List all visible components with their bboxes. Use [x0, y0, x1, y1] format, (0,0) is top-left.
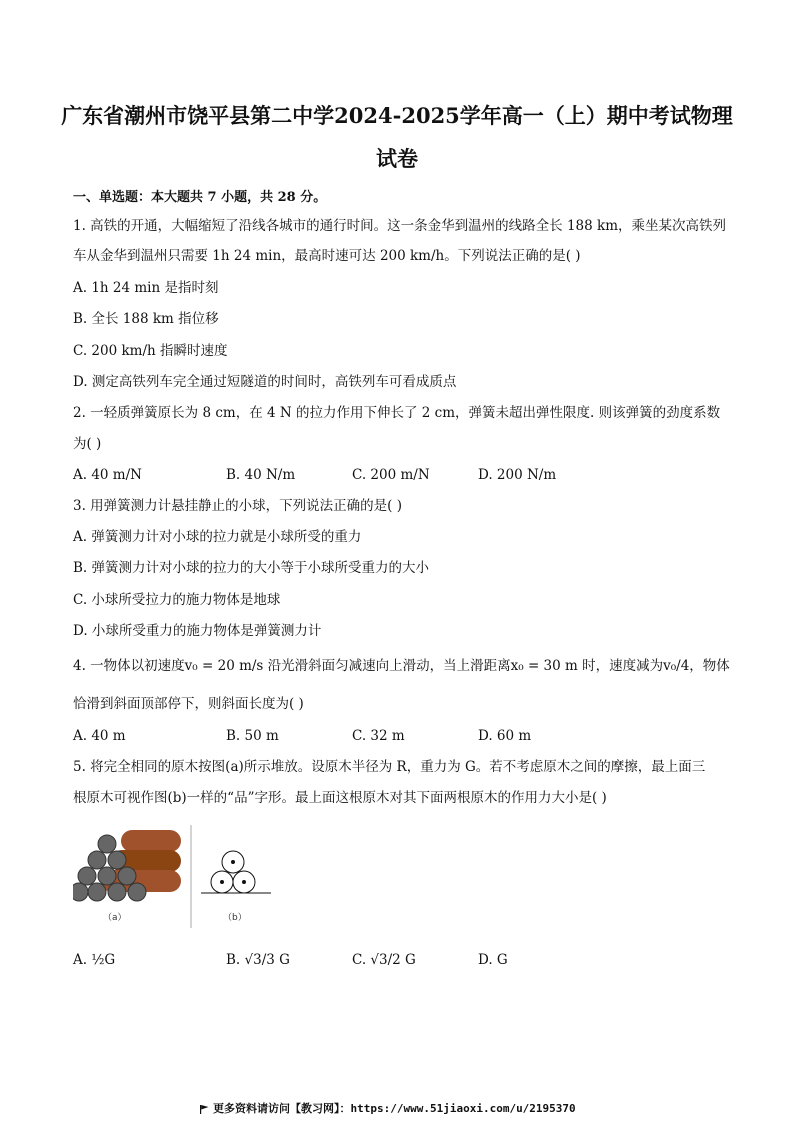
- q3-option-d: D. 小球所受重力的施力物体是弹簧测力计: [73, 623, 322, 639]
- question-5-line-2: 根原木可视作图(b)一样的“品”字形。最上面这根原木对其下面两根原木的作用力大小是( ): [73, 790, 607, 806]
- q2-option-c: C. 200 m/N: [352, 467, 430, 483]
- q5-option-b: B. √3/3 G: [226, 952, 290, 968]
- section-heading: 一、单选题：本大题共 7 小题，共 28 分。: [73, 190, 327, 205]
- q1-option-c: C. 200 km/h 指瞬时速度: [73, 343, 228, 359]
- q3-option-c: C. 小球所受拉力的施力物体是地球: [73, 592, 281, 608]
- footer-link[interactable]: [200, 1100, 576, 1116]
- question-1-line-1: 1. 高铁的开通，大幅缩短了沿线各城市的通行时间。这一条金华到温州的线路全长 188 km，乘坐某次高铁列: [73, 218, 727, 234]
- question-4-line-1: 4. 一物体以初速度v₀ = 20 m/s 沿光滑斜面匀减速向上滑动，当上滑距离x₀ = 30 m 时，速度减为v₀/4，物体: [73, 658, 730, 674]
- q2-option-a: A. 40 m/N: [73, 467, 142, 483]
- question-3-line-1: 3. 用弹簧测力计悬挂静止的小球，下列说法正确的是( ): [73, 498, 402, 514]
- q2-option-d: D. 200 N/m: [478, 467, 557, 483]
- flag-icon: [200, 1105, 209, 1114]
- figure-a-label: （a）: [103, 913, 127, 923]
- question-5-line-1: 5. 将完全相同的原木按图(a)所示堆放。设原木半径为 R，重力为 G。若不考虑原木之间的摩擦，最上面三: [73, 759, 706, 775]
- q4-option-b: B. 50 m: [226, 728, 279, 744]
- q5-option-a: A. ½G: [73, 952, 116, 968]
- footer-text[interactable]: 更多资料请访问【教习网】：https://www.51jiaoxi.com/u/2195370: [213, 1102, 576, 1115]
- q4-option-d: D. 60 m: [478, 728, 532, 744]
- question-4-line-2: 恰滑到斜面顶部停下，则斜面长度为( ): [73, 696, 304, 712]
- q4-option-a: A. 40 m: [73, 728, 126, 744]
- q4-option-c: C. 32 m: [352, 728, 405, 744]
- q2-option-b: B. 40 N/m: [226, 467, 296, 483]
- q5-option-d: D. G: [478, 952, 508, 968]
- exam-title-line2: 试卷: [376, 146, 418, 171]
- q1-option-b: B. 全长 188 km 指位移: [73, 311, 219, 327]
- figure-a-log-pile: [73, 830, 181, 901]
- figure-b-label: （b）: [223, 913, 247, 923]
- log-figures: [73, 820, 293, 930]
- logs-diagram: [73, 820, 293, 930]
- q1-option-a: A. 1h 24 min 是指时刻: [73, 280, 219, 296]
- exam-title-line1: 广东省潮州市饶平县第二中学2024-2025学年高一（上）期中考试物理: [61, 103, 733, 128]
- question-1-line-2: 车从金华到温州只需要 1h 24 min，最高时速可达 200 km/h。下列说法正确的是( ): [73, 248, 581, 264]
- q5-option-c: C. √3/2 G: [352, 952, 416, 968]
- question-2-line-2: 为( ): [73, 436, 102, 452]
- q3-option-a: A. 弹簧测力计对小球的拉力就是小球所受的重力: [73, 529, 362, 545]
- question-2-line-1: 2. 一轻质弹簧原长为 8 cm，在 4 N 的拉力作用下伸长了 2 cm，弹簧未超出弹性限度. 则该弹簧的劲度系数: [73, 405, 721, 421]
- q1-option-d: D. 测定高铁列车完全通过短隧道的时间时，高铁列车可看成质点: [73, 374, 457, 390]
- q3-option-b: B. 弹簧测力计对小球的拉力的大小等于小球所受重力的大小: [73, 560, 430, 576]
